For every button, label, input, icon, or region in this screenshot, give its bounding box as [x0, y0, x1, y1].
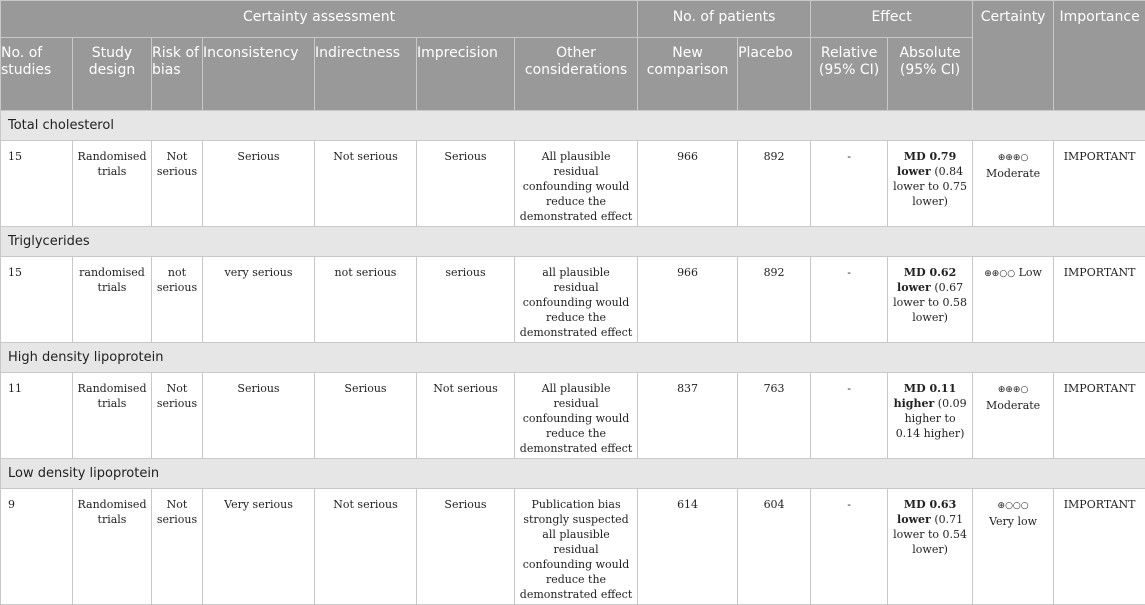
- cell-indirectness: Serious: [315, 373, 417, 459]
- table-row: [1, 141, 1145, 227]
- certainty-rating-icon: ⊕⊕○○: [984, 269, 1015, 279]
- certainty-label: Very low: [989, 515, 1037, 528]
- cell-studies: 11: [1, 373, 73, 459]
- absolute-range: (0.84 lower to 0.75 lower): [893, 165, 967, 208]
- cell-relative: -: [811, 141, 888, 227]
- header-study-design: Study design: [73, 38, 152, 111]
- cell-other-considerations: All plausible residual confounding would reduce the demonstrated effect: [515, 141, 638, 227]
- certainty-label: Low: [1019, 266, 1042, 279]
- table-row: [1, 489, 1145, 605]
- header-absolute: Absolute (95% CI): [888, 38, 973, 111]
- section-title: Total cholesterol: [1, 111, 1145, 141]
- cell-imprecision: Serious: [417, 141, 515, 227]
- section-title: Triglycerides: [1, 227, 1145, 257]
- header-no-of-studies: No. of studies: [1, 38, 73, 111]
- absolute-estimate: MD 0.11 higher: [894, 382, 957, 410]
- cell-absolute: [888, 489, 973, 605]
- header-other-considerations: Other considerations: [515, 38, 638, 111]
- cell-importance: IMPORTANT: [1054, 141, 1145, 227]
- cell-design: randomised trials: [73, 257, 152, 343]
- cell-inconsistency: Serious: [203, 141, 315, 227]
- cell-indirectness: not serious: [315, 257, 417, 343]
- cell-importance: IMPORTANT: [1054, 489, 1145, 605]
- cell-new-comparison: 614: [638, 489, 738, 605]
- cell-imprecision: serious: [417, 257, 515, 343]
- header-new-comparison: New comparison: [638, 38, 738, 111]
- cell-risk-of-bias: Not serious: [152, 141, 203, 227]
- absolute-range: (0.71 lower to 0.54 lower): [893, 513, 967, 556]
- cell-importance: IMPORTANT: [1054, 257, 1145, 343]
- cell-absolute: [888, 257, 973, 343]
- header-effect: Effect: [811, 1, 973, 38]
- section-row: [1, 111, 1145, 141]
- cell-indirectness: Not serious: [315, 141, 417, 227]
- header-certainty: Certainty: [973, 1, 1054, 111]
- section-row: [1, 227, 1145, 257]
- header-relative: Relative (95% CI): [811, 38, 888, 111]
- cell-new-comparison: 966: [638, 257, 738, 343]
- cell-design: Randomised trials: [73, 489, 152, 605]
- cell-other-considerations: Publication bias strongly suspected all plausible residual confounding would reduce the demonstrated effect: [515, 489, 638, 605]
- section-row: [1, 459, 1145, 489]
- cell-inconsistency: Very serious: [203, 489, 315, 605]
- cell-absolute: [888, 373, 973, 459]
- cell-indirectness: Not serious: [315, 489, 417, 605]
- section-title: Low density lipoprotein: [1, 459, 1145, 489]
- section-title: High density lipoprotein: [1, 343, 1145, 373]
- cell-relative: -: [811, 257, 888, 343]
- cell-relative: -: [811, 373, 888, 459]
- absolute-estimate: MD 0.62 lower: [897, 266, 956, 294]
- cell-new-comparison: 966: [638, 141, 738, 227]
- header-inconsistency: Inconsistency: [203, 38, 315, 111]
- cell-new-comparison: 837: [638, 373, 738, 459]
- cell-placebo: 892: [738, 141, 811, 227]
- certainty-label: Moderate: [986, 167, 1040, 180]
- cell-studies: 15: [1, 141, 73, 227]
- cell-studies: 9: [1, 489, 73, 605]
- cell-certainty: [973, 257, 1054, 343]
- certainty-rating-icon: ⊕○○○: [998, 501, 1029, 511]
- cell-design: Randomised trials: [73, 141, 152, 227]
- cell-other-considerations: All plausible residual confounding would reduce the demonstrated effect: [515, 373, 638, 459]
- cell-importance: IMPORTANT: [1054, 373, 1145, 459]
- cell-inconsistency: Serious: [203, 373, 315, 459]
- cell-certainty: [973, 373, 1054, 459]
- cell-inconsistency: very serious: [203, 257, 315, 343]
- cell-relative: -: [811, 489, 888, 605]
- absolute-range: (0.09 higher to 0.14 higher): [896, 397, 967, 440]
- cell-placebo: 604: [738, 489, 811, 605]
- cell-placebo: 763: [738, 373, 811, 459]
- absolute-range: (0.67 lower to 0.58 lower): [893, 281, 967, 324]
- certainty-label: Moderate: [986, 399, 1040, 412]
- certainty-rating-icon: ⊕⊕⊕○: [998, 385, 1028, 395]
- header-importance: Importance: [1054, 1, 1145, 111]
- cell-risk-of-bias: Not serious: [152, 489, 203, 605]
- table-row: [1, 373, 1145, 459]
- header-placebo: Placebo: [738, 38, 811, 111]
- cell-studies: 15: [1, 257, 73, 343]
- cell-design: Randomised trials: [73, 373, 152, 459]
- absolute-estimate: MD 0.79 lower: [897, 150, 956, 178]
- cell-imprecision: Serious: [417, 489, 515, 605]
- header-no-of-patients: No. of patients: [638, 1, 811, 38]
- cell-other-considerations: all plausible residual confounding would reduce the demonstrated effect: [515, 257, 638, 343]
- cell-risk-of-bias: Not serious: [152, 373, 203, 459]
- header-risk-of-bias: Risk of bias: [152, 38, 203, 111]
- header-certainty-assessment: Certainty assessment: [1, 1, 638, 38]
- cell-certainty: [973, 141, 1054, 227]
- header-group-row: [1, 1, 1145, 38]
- cell-imprecision: Not serious: [417, 373, 515, 459]
- header-imprecision: Imprecision: [417, 38, 515, 111]
- cell-certainty: [973, 489, 1054, 605]
- cell-absolute: [888, 141, 973, 227]
- table-header: [1, 1, 1145, 111]
- header-indirectness: Indirectness: [315, 38, 417, 111]
- table-body: [1, 111, 1145, 605]
- section-row: [1, 343, 1145, 373]
- absolute-estimate: MD 0.63 lower: [897, 498, 956, 526]
- certainty-rating-icon: ⊕⊕⊕○: [998, 153, 1028, 163]
- table-row: [1, 257, 1145, 343]
- cell-placebo: 892: [738, 257, 811, 343]
- cell-risk-of-bias: not serious: [152, 257, 203, 343]
